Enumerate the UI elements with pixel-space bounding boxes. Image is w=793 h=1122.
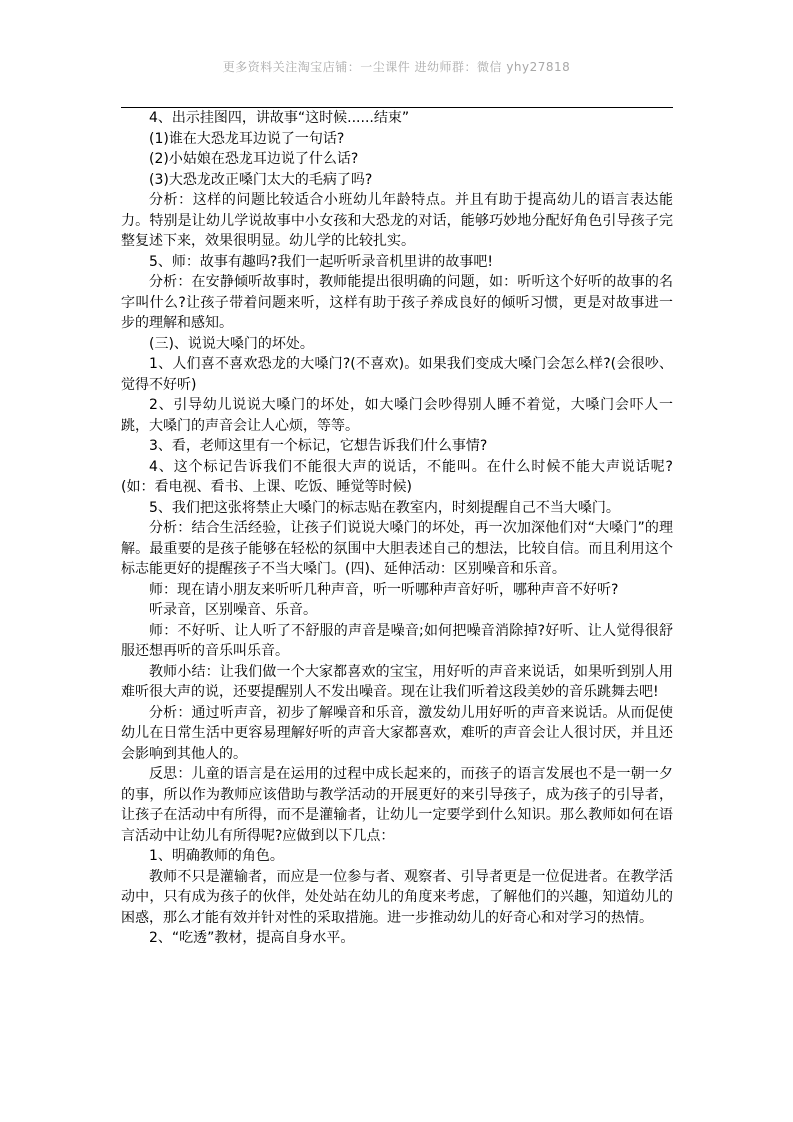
paragraph-point-1-heading: 1、明确教师的角色。 — [149, 848, 284, 864]
paragraph-section-3-item-5: 5、我们把这张将禁止大嗓门的标志贴在教室内，时刻提醒自己不当大嗓门。 — [149, 499, 620, 516]
paragraph-section-3-item-3: 3、看，老师这里有一个标记，它想告诉我们什么事情? — [149, 438, 488, 454]
paragraph-section-3-item-2: 2、引导幼儿说说大嗓门的坏处，如大嗓门会吵得别人睡不着觉，大嗓门会吓人一跳，大嗓门的声音会让人心烦，等等。 — [121, 397, 673, 434]
paragraph-question-1: (1)谁在大恐龙耳边说了一句话? — [149, 130, 345, 147]
paragraph-section-3-item-1: 1、人们喜不喜欢恐龙的大嗓门?(不喜欢)。如果我们变成大嗓门会怎么样?(会很吵、觉得不好听) — [121, 356, 673, 393]
header-note: 更多资料关注淘宝店铺：一尘课件 进幼师群：微信 yhy27818 — [222, 60, 571, 74]
paragraph-section-3-item-4: 4、这个标记告诉我们不能很大声的说话，不能叫。在什么时候不能大声说话呢?(如：看电视、看书、上课、吃饭、睡觉等时候) — [121, 458, 673, 495]
paragraph-reflection: 反思：儿童的语言是在运用的过程中成长起来的，而孩子的语言发展也不是一朝一夕的事，所以作为教师应该借助与教学活动的开展更好的来引导孩子，成为孩子的引导者，让孩子在活动中有所得，而不是灌输者，让幼儿一定要学到什么知识。那么教师如何在语言活动中让幼儿有所得呢?应做到以下几点： — [121, 766, 673, 844]
paragraph-analysis-4: 分析：通过听声音，初步了解噪音和乐音，激发幼儿用好听的声音来说话。从而促使幼儿在日常生活中更容易理解好听的声音大家都喜欢，难听的声音会让人很讨厌，并且还会影响到其他人的。 — [121, 704, 673, 762]
paragraph-step-4: 4、出示挂图四，讲故事“这时候......结束” — [149, 110, 410, 126]
paragraph-question-3: (3)大恐龙改正嗓门太大的毛病了吗? — [149, 171, 373, 188]
paragraph-analysis-1: 分析：这样的问题比较适合小班幼儿年龄特点。并且有助于提高幼儿的语言表达能力。特别是让幼儿学说故事中小女孩和大恐龙的对话，能够巧妙地分配好角色引导孩子完整复述下来，效果很明显。幼儿学的比较扎实。 — [121, 192, 673, 249]
paragraph-teacher-summary: 教师小结：让我们做一个大家都喜欢的宝宝，用好听的声音来说话，如果听到别人用难听很大声的说，还要提醒别人不发出噪音。现在让我们听着这段美妙的音乐跳舞去吧! — [121, 663, 673, 700]
paragraph-analysis-2: 分析：在安静倾听故事时，教师能提出很明确的问题，如：听听这个好听的故事的名字叫什么?让孩子带着问题来听，这样有助于孩子养成良好的倾听习惯，更是对故事进一步的理解和感知。 — [121, 274, 673, 331]
paragraph-listen-recording: 听录音，区别噪音、乐音。 — [149, 602, 317, 618]
paragraph-teacher-explain: 师：不好听、让人听了不舒服的声音是噪音;如何把噪音消除掉?好听、让人觉得很舒服还想再听的音乐叫乐音。 — [121, 622, 673, 659]
paragraph-question-2: (2)小姑娘在恐龙耳边说了什么话? — [149, 151, 359, 167]
paragraph-section-3-heading: (三)、说说大嗓门的坏处。 — [149, 335, 314, 352]
paragraph-teacher-prompt: 师：现在请小朋友来听听几种声音，听一听哪种声音好听，哪种声音不好听? — [149, 581, 619, 598]
paragraph-point-2-heading: 2、“吃透”教材，提高自身水平。 — [149, 930, 355, 946]
paragraph-analysis-3: 分析：结合生活经验，让孩子们说说大嗓门的坏处，再一次加深他们对“大嗓门”的理解。最重要的是孩子能够在轻松的氛围中大胆表述自己的想法，比较自信。而且利用这个标志能更好的提醒孩子不当大嗓门。(四)、延伸活动：区别噪音和乐音。 — [121, 520, 673, 577]
paragraph-step-5: 5、师：故事有趣吗?我们一起听听录音机里讲的故事吧! — [149, 253, 493, 270]
document-body — [121, 108, 673, 949]
paragraph-point-1-body: 教师不只是灌输者，而应是一位参与者、观察者、引导者更是一位促进者。在教学活动中，只有成为孩子的伙伴，处处站在幼儿的角度来考虑，了解他们的兴趣，知道幼儿的困惑，那么才能有效并针对性的采取措施。进一步推动幼儿的好奇心和对学习的热情。 — [121, 868, 673, 926]
